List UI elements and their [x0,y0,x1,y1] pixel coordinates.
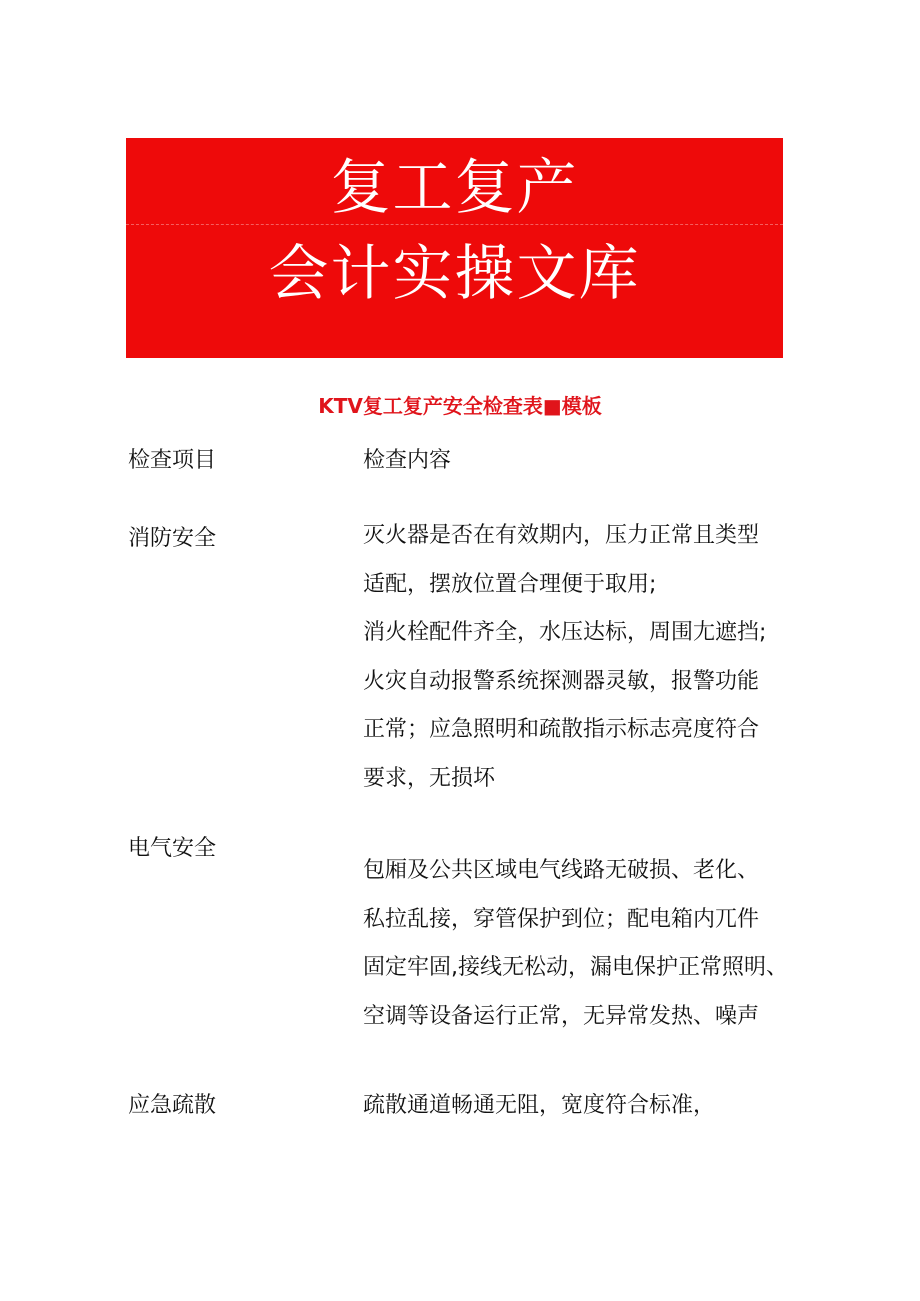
content-line: 私拉乱接，穿管保护到位；配电箱内兀件 [363,906,760,932]
content-line: 灭火器是否在有效期内，压力正常且类型 [363,523,760,548]
row-content-fire-safety [363,521,766,812]
content-line: 空调等设备运行正常，无异常发热、噪声 [363,1003,760,1029]
row-content-emergency-evacuation [363,1091,715,1140]
content-line: 适配，摆放位置合理便于取用; [363,571,657,597]
content-line: 包厢及公共区域电气线路无破损、老化、 [363,858,760,883]
content-line: 火灾自动报警系统探测器灵敏，报警功能 [363,668,760,694]
row-item-emergency-evacuation: 应急疏散 [128,1093,217,1118]
content-line: 要求，无损坏 [363,765,496,791]
content-line: 固定牢固,接线无松动，漏电保护正常照明、 [363,955,788,980]
row-item-electrical-safety: 电气安全 [128,836,217,861]
row-item-fire-safety: 消防安全 [128,526,217,551]
header-content: 检查内容 [363,448,452,473]
row-content-electrical-safety [363,856,788,1050]
header-banner [126,138,783,358]
banner-title-line2: 会计实操文库 [268,239,641,309]
content-line: 正常；应急照明和疏散指示标志亮度符合 [363,717,760,742]
content-line: 消火栓配件齐全，水压达标，周围尢遮挡; [363,620,767,645]
document-title: KTV复工复产安全检查表■模板 [318,394,602,418]
content-line: 疏散通道畅通无阻，宽度符合标准， [363,1093,716,1118]
banner-title-line1: 复工复产 [330,153,579,223]
banner-divider [126,224,783,225]
header-item: 检查项目 [128,448,217,473]
